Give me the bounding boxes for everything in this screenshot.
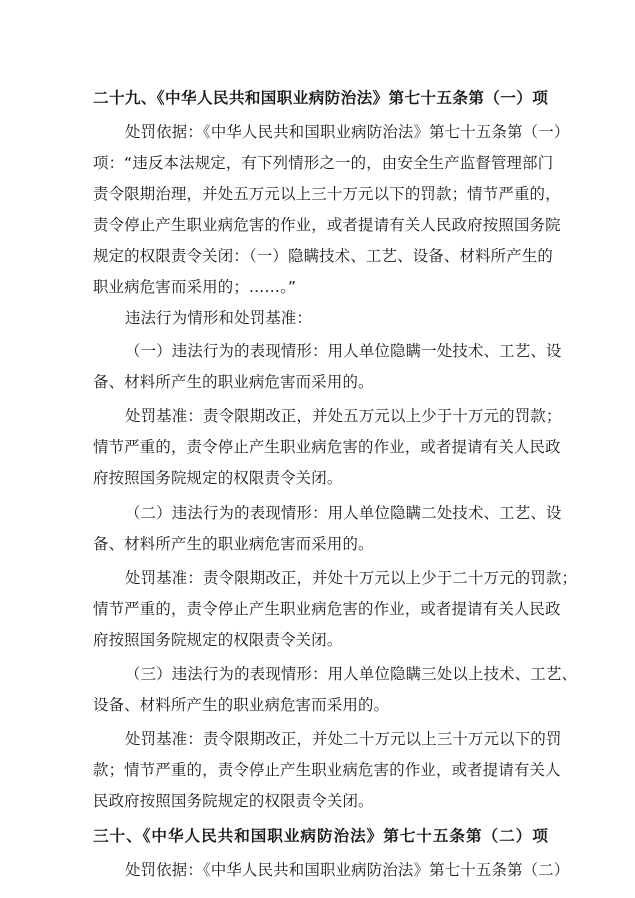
body-text-line: 情节严重的，责令停止产生职业病危害的作业，或者提请有关人民政 xyxy=(93,600,561,618)
penalty-standard-1: 处罚基准：责令限期改正，并处五万元以上少于十万元的罚款； xyxy=(125,407,562,425)
body-text-line: 设备、材料所产生的职业病危害而采用的。 xyxy=(93,696,390,714)
body-text-line: 府按照国务院规定的权限责令关闭。 xyxy=(93,631,343,649)
section-heading-30: 三十、《中华人民共和国职业病防治法》第七十五条第（二）项 xyxy=(93,827,548,845)
violation-case-2: （二）违法行为的表现情形：用人单位隐瞒二处技术、工艺、设 xyxy=(125,504,562,522)
body-text-line: 职业病危害而采用的；……。” xyxy=(93,278,297,296)
penalty-standard-3: 处罚基准：责令限期改正，并处二十万元以上三十万元以下的罚 xyxy=(125,730,562,748)
body-text-line: 民政府按照国务院规定的权限责令关闭。 xyxy=(93,792,374,810)
penalty-basis-line: 处罚依据：《中华人民共和国职业病防治法》第七十五条第（二） xyxy=(125,861,570,879)
body-text-line: 责令停止产生职业病危害的作业，或者提请有关人民政府按照国务院 xyxy=(93,216,561,234)
body-text-line: 规定的权限责令关闭：（一）隐瞒技术、工艺、设备、材料所产生的 xyxy=(93,247,554,265)
violation-case-3: （三）违法行为的表现情形：用人单位隐瞒三处以上技术、工艺、 xyxy=(125,665,578,683)
violation-case-1: （一）违法行为的表现情形：用人单位隐瞒一处技术、工艺、设 xyxy=(125,342,562,360)
body-text-line: 款；情节严重的，责令停止产生职业病危害的作业，或者提请有关人 xyxy=(93,761,561,779)
criteria-heading: 违法行为情形和处罚基准： xyxy=(125,309,313,327)
body-text-line: 备、材料所产生的职业病危害而采用的。 xyxy=(93,535,374,553)
section-heading-29: 二十九、《中华人民共和国职业病防治法》第七十五条第（一）项 xyxy=(93,89,548,107)
penalty-basis-line: 处罚依据：《中华人民共和国职业病防治法》第七十五条第（一） xyxy=(125,123,570,141)
body-text-line: 项：“违反本法规定，有下列情形之一的，由安全生产监督管理部门 xyxy=(93,154,554,172)
body-text-line: 备、材料所产生的职业病危害而采用的。 xyxy=(93,373,374,391)
body-text-line: 责令限期治理，并处五万元以上三十万元以下的罚款；情节严重的， xyxy=(93,185,561,203)
penalty-standard-2: 处罚基准：责令限期改正，并处十万元以上少于二十万元的罚款； xyxy=(125,569,578,587)
body-text-line: 情节严重的，责令停止产生职业病危害的作业，或者提请有关人民政 xyxy=(93,438,561,456)
body-text-line: 府按照国务院规定的权限责令关闭。 xyxy=(93,469,343,487)
